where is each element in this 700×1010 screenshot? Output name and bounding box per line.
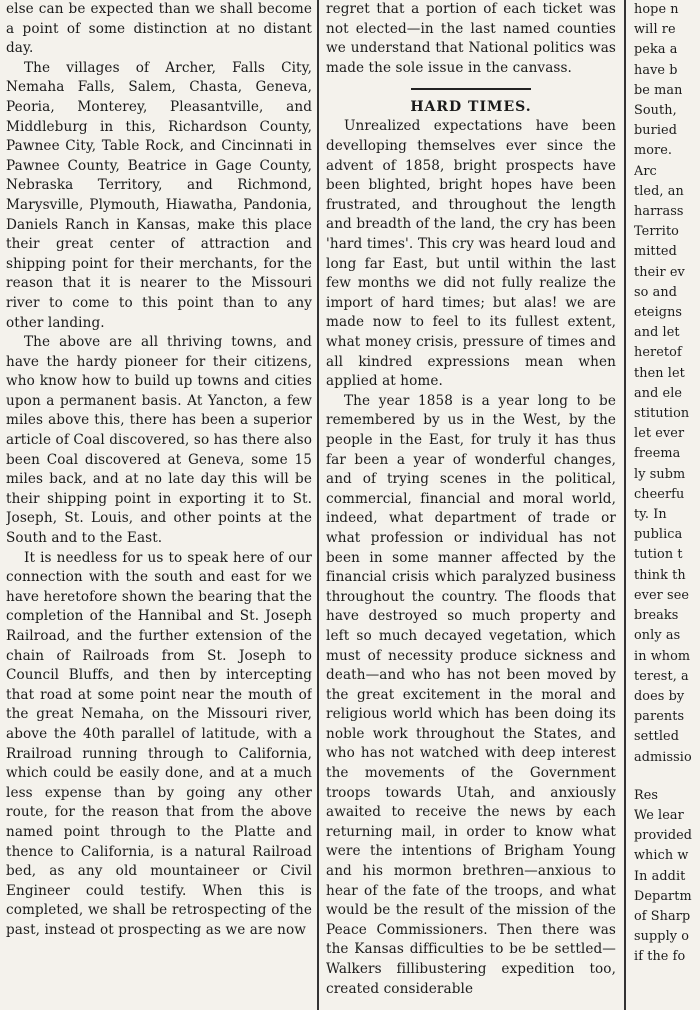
fragment-line: stitution [634,406,690,422]
fragment-block-top [634,0,700,162]
fragment-line: let ever [634,426,685,442]
fragment-block-bottom [634,786,700,968]
fragment-line: more. [634,143,673,159]
fragment-line: only as [634,628,681,644]
fragment-line: and ele [634,385,683,401]
article-paragraph: The year 1858 is a year long to be remembered by us in the West, by the people in the East, for truly it has thus far been a year of wonderful changes, and of trying scenes in the political, commercial, financial and moral world, indeed, what department of trade or what profession or individual has not been in some manner affected by the financial crisis which paralyzed business throughout the country. The floods that have destroyed so much property and left so much decayed vegetation, which must of necessity produce sickness and death—and who has not been moved by the great excitement in the moral and religious world which has been doing its noble work throughout the States, and who has not watched with deep interest the movements of the Government troops towards Utah, and anxiously awaited to receive the news by each returning mail, in order to know what were the intentions of Brigham Young and his mormon brethren—anxious to hear of the fate of the troops, and what would be the result of the mission of the Peace Commissioners. Then there was the Kansas difficulties to be be settled—Walkers fillibustering expedition too, created considerable [326,392,616,997]
fragment-line: buried [634,123,678,139]
fragment-line: ever see [634,587,690,603]
fragment-line: which w [634,848,689,864]
fragment-line: heretof [634,345,682,361]
article-paragraph: else can be expected than we shall become a point of some distinction at no distant day. [6,1,312,57]
fragment-line: of Sharp [634,908,691,924]
fragment-line: terest, a [634,668,689,684]
article-paragraph: Unrealized expectations have been develloping themselves ever since the advent of 1858, bright prospects have been blighted, bright hopes have been frustrated, and throughout the length and breadth of the land, the cry has been 'hard times'. This cry was heard loud and long far East, but until within the last few months we did not fully realize the import of hard times; but alas! we are made now to feel to its fullest extent, what money crisis, pressure of times and all kindred expressions mean when applied at home. [326,118,616,390]
fragment-line: Res [634,787,659,803]
fragment-line: Territo [634,224,679,240]
fragment-line: publica [634,527,683,543]
fragment-line: eteigns [634,305,683,321]
fragment-line: supply o [634,929,690,945]
fragment-line: Departm [634,888,692,904]
heading-rule [411,88,531,90]
fragment-line: parents [634,709,685,725]
fragment-line: admissio [634,749,692,765]
column-left [6,0,312,1010]
fragment-line: Arc [634,163,657,179]
article-paragraph: The above are all thriving towns, and have the hardy pioneer for their citizens, who know how to build up towns and cities upon a permanent basis. At Yancton, a few miles above this, there has been a superior article of Coal discovered, so has there also been Coal discovered at Geneva, some 15 miles back, and at no late day this will be their shipping point in exporting it to St. Joseph, St. Louis, and other points at the South and to the East. [6,334,312,547]
fragment-line: cheerfu [634,486,685,502]
fragment-line: settled [634,729,679,745]
fragment-line: breaks [634,608,679,624]
fragment-line: In addit [634,868,686,884]
fragment-line: tution t [634,547,683,563]
fragment-line: provided [634,828,693,844]
fragment-line: harrass [634,204,684,220]
fragment-line: will re [634,22,676,38]
block-gap [634,768,700,786]
fragment-line: then let [634,365,685,381]
column-divider [624,0,626,1010]
fragment-line: tled, an [634,183,684,199]
article-heading: HARD TIMES. [410,98,532,115]
fragment-line: freema [634,446,681,462]
fragment-line: South, [634,103,677,119]
fragment-line: their ev [634,264,685,280]
article-paragraph: It is needless for us to speak here of our connection with the south and east for we have heretofore shown the bearing that the completion of the Hannibal and St. Joseph Railroad, and the further extension of the chain of Railroads from St. Joseph to Council Bluffs, and then by intercepting that road at some point near the mouth of the great Nemaha, on the Missouri river, above the 40th parallel of latitude, with a Rrailroad running through to California, which could be easily done, and at a much less expense than by going any other route, for the reason that from the above named point through to the Platte and thence to California, is a natural Railroad bed, as any old mountaineer or Civil Engineer could testify. When this is completed, we shall be retrospecting of the past, instead ot prospecting as we are now [6,549,312,938]
fragment-line: hope n [634,2,679,17]
column-right-fragment [634,0,700,1010]
fragment-line: be man [634,82,683,98]
fragment-line: and let [634,325,680,341]
fragment-line: so and [634,284,678,300]
fragment-line: peka a [634,42,678,58]
fragment-line: think th [634,567,686,583]
column-divider [317,0,319,1010]
fragment-block-middle [634,162,700,768]
column-middle [326,0,616,1010]
fragment-line: We lear [634,807,684,823]
fragment-line: mitted [634,244,677,260]
article-paragraph: The villages of Archer, Falls City, Nemaha Falls, Salem, Chasta, Geneva, Peoria, Monterey, Pleasantville, and Middleburg in this, Richardson County, Pawnee City, Table Rock, and Cincinnati in Pawnee County, Beatrice in Gage County, Nebraska Territory, and Richmond, Marysville, Plymouth, Hiawatha, Pandonia, Daniels Ranch in Kansas, make this place their great center of attraction and shipping point for their merchants, for the reason that it is nearer to the Missouri river to come to this point than to any other landing. [6,59,312,331]
fragment-line: ty. In [634,507,667,523]
fragment-line: in whom [634,648,691,664]
fragment-line: ly subm [634,466,686,482]
article-intro: regret that a portion of each ticket was not elected—in the last named counties we understand that National politics was made the sole issue in the canvass. [326,1,616,76]
fragment-line: have b [634,62,678,78]
fragment-line: does by [634,688,685,704]
fragment-line: if the fo [634,949,686,965]
